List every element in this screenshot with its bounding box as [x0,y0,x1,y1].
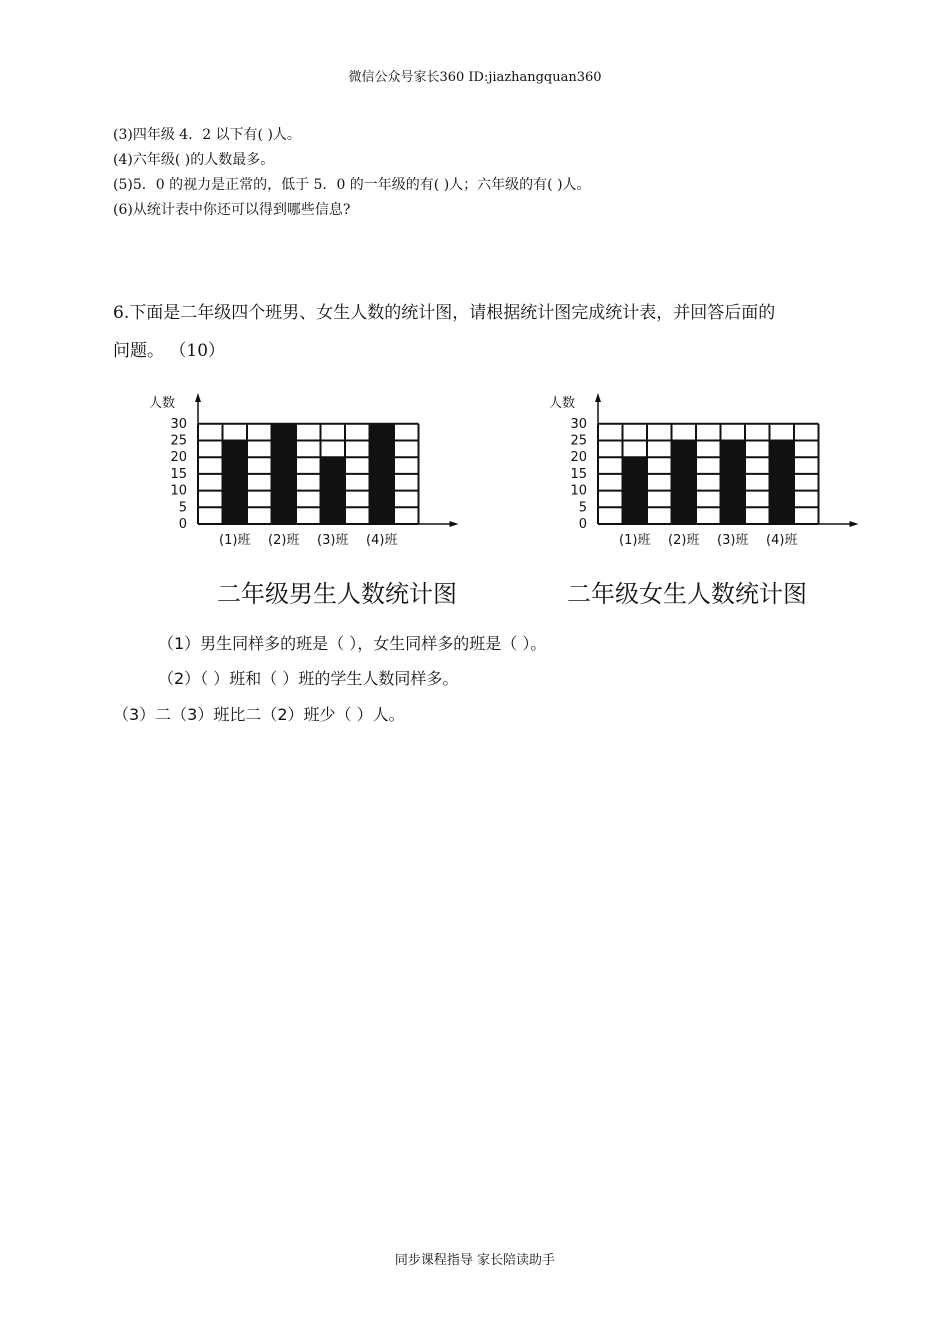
y-tick-label: 10 [170,483,187,499]
x-tick-label: (1)班 [219,533,251,548]
q6-prompt-line2: 问题。 （10） [113,341,226,361]
y-tick-label: 10 [570,483,587,499]
x-tick-label: (3)班 [317,533,349,548]
question-3: (3)四年级 4．2 以下有( )人。 [113,127,301,143]
q6-sub2: （2）（ ）班和（ ）班的学生人数同样多。 [158,669,459,688]
bar-2 [672,441,697,525]
boys-chart-title: 二年级男生人数统计图 [217,580,457,608]
girls-chart-svg [545,390,865,555]
y-tick-label: 5 [178,500,187,516]
bar-3 [721,441,746,525]
y-axis-label: 人数 [149,396,176,411]
page-header: 微信公众号家长360 ID:jiazhangquan360 [348,70,602,85]
girls-chart [545,390,865,559]
boys-chart-svg [145,390,465,555]
x-tick-label: (2)班 [268,533,300,548]
page-footer: 同步课程指导 家长陪读助手 [394,1253,556,1268]
q6-sub3: （3）二（3）班比二（2）班少（ ）人。 [113,705,405,724]
x-axis-arrow [850,521,859,527]
y-tick-label: 30 [170,416,187,432]
x-tick-label: (4)班 [766,533,798,548]
q6-prompt-line1: 6.下面是二年级四个班男、女生人数的统计图，请根据统计图完成统计表，并回答后面的 [113,303,776,323]
y-axis-label: 人数 [549,396,576,411]
y-tick-label: 20 [170,450,187,466]
x-tick-label: (3)班 [717,533,749,548]
y-tick-label: 25 [570,433,587,449]
y-tick-label: 30 [570,416,587,432]
y-tick-label: 15 [170,466,187,482]
y-tick-label: 0 [178,517,187,532]
x-tick-label: (4)班 [366,533,398,548]
y-tick-label: 20 [570,450,587,466]
x-tick-label: (2)班 [668,533,700,548]
y-axis-arrow [195,393,201,402]
boys-chart [145,390,465,559]
bar-4 [770,441,795,525]
girls-chart-title: 二年级女生人数统计图 [567,580,807,608]
y-tick-label: 15 [570,466,587,482]
question-6: (6)从统计表中你还可以得到哪些信息? [113,202,351,218]
question-5: (5)5．0 的视力是正常的，低于 5．0 的一年级的有( )人；六年级的有( )人。 [113,177,591,193]
x-tick-label: (1)班 [619,533,651,548]
bar-1 [223,441,248,525]
x-axis-arrow [450,521,459,527]
question-4: (4)六年级( )的人数最多。 [113,152,275,168]
q6-sub1: （1）男生同样多的班是（ ），女生同样多的班是（ ）。 [158,634,547,653]
y-tick-label: 0 [578,517,587,532]
y-axis-arrow [595,393,601,402]
y-tick-label: 5 [578,500,587,516]
y-tick-label: 25 [170,433,187,449]
